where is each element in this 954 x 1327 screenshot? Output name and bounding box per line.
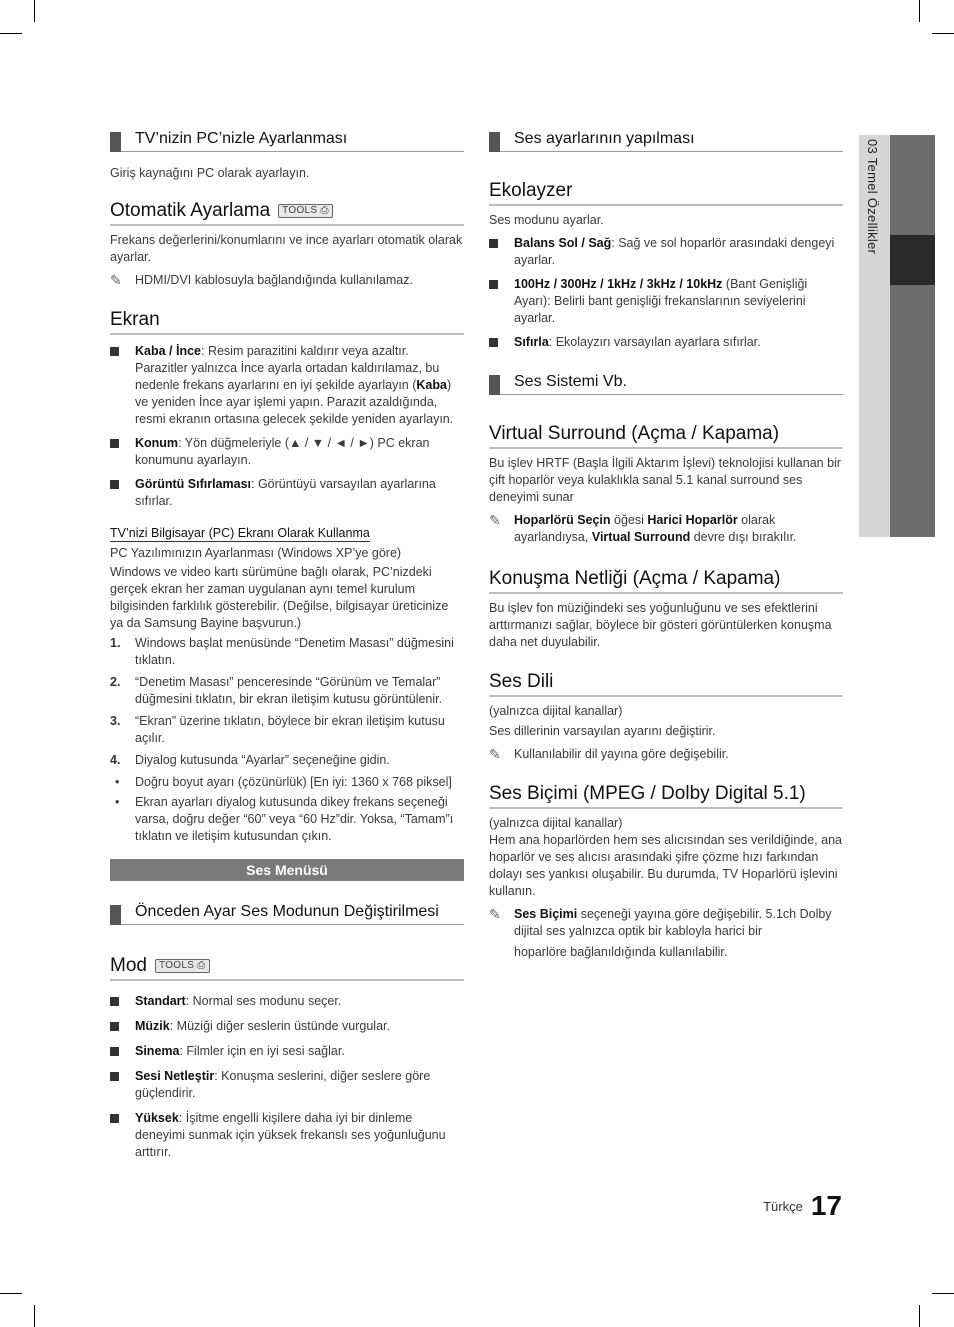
crop-mark: [34, 1305, 35, 1327]
list-item: 100Hz / 300Hz / 1kHz / 3kHz / 10kHz (Bant Genişliği Ayarı): Belirli bant genişliği frekanslarının seviyelerini ayarlar.: [489, 276, 843, 327]
list-item: Görüntü Sıfırlaması: Görüntüyü varsayılan ayarlarına sıfırlar.: [110, 476, 464, 510]
heading-text: Otomatik Ayarlama: [110, 200, 271, 221]
sound-menu-bar: Ses Menüsü: [110, 859, 464, 881]
mod-list: [110, 993, 464, 1161]
list-item: Balans Sol / Sağ: Sağ ve sol hoparlör arasındaki dengeyi ayarlar.: [489, 235, 843, 269]
list-item: Sıfırla: Ekolayzırı varsayılan ayarlara sıfırlar.: [489, 334, 843, 351]
crop-mark: [932, 33, 954, 34]
page-number: 17: [810, 1190, 842, 1221]
list-item: Sinema: Filmler için en iyi sesi sağlar.: [110, 1043, 464, 1060]
list-item: Yüksek: İşitme engelli kişilere daha iyi bir dinleme deneyimi sunmak için yüksek frekanslı ses yoğunluğunu arttırır.: [110, 1110, 464, 1161]
left-column: [110, 130, 464, 1161]
paragraph: (yalnızca dijital kanallar): [489, 816, 623, 830]
subheading-pc: TV’nizi Bilgisayar (PC) Ekranı Olarak Kullanma: [110, 526, 370, 540]
crop-mark: [919, 0, 920, 22]
crop-mark: [0, 33, 22, 34]
tools-icon: TOOLS ⎙: [278, 204, 333, 218]
pencil-icon: ✎: [489, 512, 501, 528]
crop-mark: [0, 1293, 22, 1294]
note: ✎ HDMI/DVI kablosuyla bağlandığında kullanılamaz.: [110, 272, 413, 288]
list-item: Sesi Netleştir: Konuşma seslerini, diğer seslere göre güçlendirir.: [110, 1068, 464, 1102]
pencil-icon: ✎: [489, 746, 501, 762]
crop-mark: [34, 0, 35, 22]
paragraph: Ses modunu ayarlar.: [489, 213, 604, 227]
note: ✎ Hoparlörü Seçin öğesi Harici Hoparlör olarak ayarlandıysa, Virtual Surround devre dışı bırakılır.: [489, 512, 797, 544]
paragraph: Bu işlev fon müziğindeki ses yoğunluğunu ve ses efektlerini arttırmanızı sağlar, böylece bir gösteri görüntülerken konuşma daha net duyulabilir.: [489, 601, 832, 649]
paragraph: Ses dillerinin varsayılan ayarını değiştirir.: [489, 724, 716, 738]
heading-audio-language: Ses Dili: [489, 671, 843, 697]
right-column: [489, 130, 843, 961]
steps-list: [110, 635, 464, 769]
ekran-list: [110, 343, 464, 510]
list-item: Kaba / İnce: Resim parazitini kaldırır veya azaltır. Parazitler yalnızca İnce ayarla ortadan kaldırılamaz, bu nedenle frekans ayarlarını en iyi şekilde ayarlayın (Kaba) ve yeniden İnce ayar işlemi yapın. Parazit azaldığında, resmi ekranın ortasına gelecek şekilde yeniden ayarlayın.: [110, 343, 464, 428]
chapter-tab: [859, 135, 935, 537]
list-item: Standart: Normal ses modunu seçer.: [110, 993, 464, 1010]
heading-auto-adjust: [110, 200, 464, 226]
list-item: 1. Windows başlat menüsünde “Denetim Masası” düğmesini tıklatın.: [110, 636, 454, 667]
crop-mark: [932, 1293, 954, 1294]
paragraph: (yalnızca dijital kanallar): [489, 704, 623, 718]
pencil-icon: ✎: [489, 906, 501, 922]
section-heading: Ses ayarlarının yapılması: [489, 130, 843, 152]
list-item: • Doğru boyut ayarı (çözünürlük) [En iyi: 1360 x 768 piksel]: [110, 774, 464, 791]
heading-mod: [110, 955, 464, 981]
heading-virtual-surround: Virtual Surround (Açma / Kapama): [489, 423, 843, 449]
list-item: Müzik: Müziği diğer seslerin üstünde vurgular.: [110, 1018, 464, 1035]
eq-list: [489, 235, 843, 351]
paragraph: Frekans değerlerini/konumlarını ve ince ayarları otomatik olarak ayarlar.: [110, 233, 463, 264]
heading-dialog-clarity: Konuşma Netliği (Açma / Kapama): [489, 568, 843, 594]
heading-audio-format: Ses Biçimi (MPEG / Dolby Digital 5.1): [489, 783, 843, 809]
section-heading: Önceden Ayar Ses Modunun Değiştirilmesi: [110, 903, 464, 925]
crop-mark: [919, 1305, 920, 1327]
footer-language: Türkçe: [763, 1198, 803, 1214]
heading-ekran: Ekran: [110, 309, 464, 335]
paragraph: Bu işlev HRTF (Başla İlgili Aktarım İşlevi) teknolojisi kullanan bir çift hoparlör veya kulaklıkla sanal 5.1 kanal surround ses deneyimi sunar: [489, 456, 841, 504]
paragraph: Giriş kaynağını PC olarak ayarlayın.: [110, 166, 310, 180]
list-item: Konum: Yön düğmeleriyle (▲ / ▼ / ◄ / ►) PC ekran konumunu ayarlayın.: [110, 435, 464, 469]
chapter-label: 03 Temel Özellikler: [865, 139, 880, 255]
section-heading: TV’nizin PC’nizle Ayarlanması: [110, 130, 464, 152]
paragraph: Windows ve video kartı sürümüne bağlı olarak, PC’nizdeki gerçek ekran her zaman uygulanan aynı temel kurulum bilgisinden farklılık gösterebilir. (Değilse, bilgisayar üreticinize ya da Samsung Bayine başvurun.): [110, 565, 449, 630]
list-item: • Ekran ayarları diyalog kutusunda dikey frekans seçeneği varsa, doğru değer “60” veya “60 Hz”dir. Yoksa, “Tamam”ı tıklatın ve iletişim kutusundan çıkın.: [110, 794, 464, 845]
list-item: 2. “Denetim Masası” penceresinde “Görünüm ve Temalar” düğmesini tıklatın, bir ekran iletişim kutusu görüntülenir.: [110, 675, 443, 706]
pencil-icon: ✎: [110, 272, 122, 288]
paragraph: Hem ana hoparlörden hem ses alıcısından ses verildiğinde, ana hoparlör ve ses alıcısı arasındaki şifre çözme hızı farkından dolayı ses yankısı oluşabilir. Bu durumda, TV Hoparlörü işlevini kullanın.: [489, 833, 842, 898]
list-item: 3. “Ekran” üzerine tıklatın, böylece bir ekran iletişim kutusu açılır.: [110, 714, 445, 745]
section-heading: Ses Sistemi Vb.: [489, 373, 843, 395]
heading-equalizer: Ekolayzer: [489, 180, 843, 206]
heading-text: Mod: [110, 955, 147, 976]
list-item: 4. Diyalog kutusunda “Ayarlar” seçeneğine gidin.: [110, 753, 390, 767]
paragraph: PC Yazılımınızın Ayarlanması (Windows XP’ye göre): [110, 546, 402, 560]
tools-icon: TOOLS ⎙: [155, 959, 210, 973]
note: ✎ Ses Biçimi seçeneği yayına göre değişebilir. 5.1ch Dolby dijital ses yalnızca optik bir kabloyla harici bir hoparlöre bağlanıldığında kullanılabilir.: [489, 906, 832, 959]
page-footer: [763, 1190, 842, 1222]
bullet-list: [110, 774, 464, 845]
note: ✎ Kullanılabilir dil yayına göre değişebilir.: [489, 746, 729, 762]
